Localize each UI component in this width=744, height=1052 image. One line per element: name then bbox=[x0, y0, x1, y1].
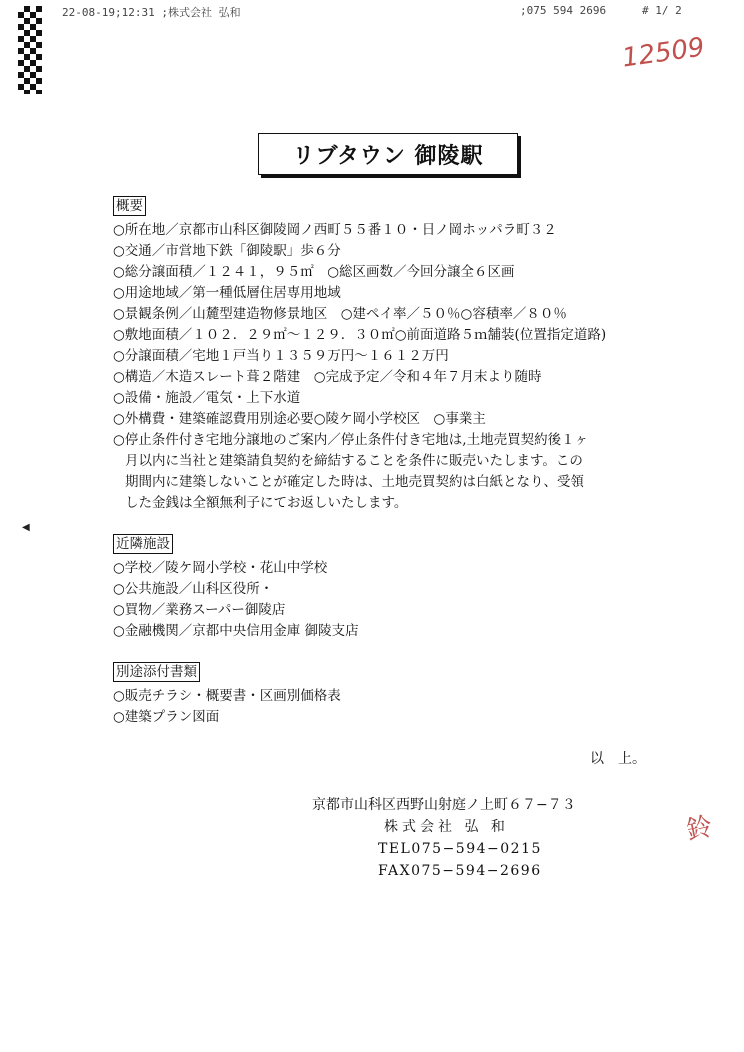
overview-heading: 概要 bbox=[113, 196, 146, 216]
company-address: 京都市山科区西野山射庭ノ上町６７−７３ bbox=[312, 797, 576, 813]
document-title: リブタウン 御陵駅 bbox=[258, 133, 518, 175]
list-item: ○停止条件付き宅地分譲地のご案内／停止条件付き宅地は,土地売買契約後１ヶ bbox=[113, 432, 589, 448]
fax-header bbox=[62, 4, 724, 20]
overview-list bbox=[113, 220, 643, 430]
list-item: ○用途地域／第一種低層住居専用地域 bbox=[113, 285, 341, 301]
list-item: ○敷地面積／１０２．２９㎡〜１２９．３０㎡○前面道路５ｍ舗装(位置指定道路) bbox=[113, 327, 607, 343]
list-item: ○販売チラシ・概要書・区画別価格表 bbox=[113, 688, 341, 704]
conditional-sale-notice bbox=[113, 430, 643, 514]
list-item: ○公共施設／山科区役所・ bbox=[113, 581, 274, 597]
nearby-heading: 近隣施設 bbox=[113, 534, 173, 554]
fax-header-page: # 1/ 2 bbox=[642, 4, 682, 17]
list-item: した金銭は全額無利子にてお返しいたします。 bbox=[125, 495, 408, 511]
list-item: ○学校／陵ケ岡小学校・花山中学校 bbox=[113, 560, 328, 576]
document-body bbox=[113, 196, 643, 728]
attachments-heading: 別途添付書類 bbox=[113, 662, 200, 682]
list-item: ○建築プラン図面 bbox=[113, 709, 220, 725]
fax-header-sender: 22-08-19;12:31 ;株式会社 弘和 bbox=[62, 6, 241, 19]
list-item: ○総分譲面積／１２４１，９５㎡ ○総区画数／今回分譲全６区画 bbox=[113, 264, 515, 280]
list-item: ○外構費・建築確認費用別途必要○陵ケ岡小学校区 ○事業主 bbox=[113, 411, 486, 427]
list-item: ○景観条例／山麓型建造物修景地区 ○建ペイ率／５０％○容積率／８０％ bbox=[113, 306, 567, 322]
list-item: ○構造／木造スレート葺２階建 ○完成予定／令和４年７月末より随時 bbox=[113, 369, 542, 385]
list-item: ○金融機関／京都中央信用金庫 御陵支店 bbox=[113, 623, 359, 639]
list-item: ○設備・施設／電気・上下水道 bbox=[113, 390, 301, 406]
list-item: ○交通／市営地下鉄「御陵駅」歩６分 bbox=[113, 243, 341, 259]
list-item: ○買物／業務スーパー御陵店 bbox=[113, 602, 286, 618]
company-tel: TEL075−594−0215 bbox=[378, 841, 542, 857]
margin-arrow-icon: ◀ bbox=[22, 522, 30, 533]
handwritten-number: 12509 bbox=[620, 32, 707, 74]
list-item: ○所在地／京都市山科区御陵岡ノ西町５５番１０・日ノ岡ホッパラ町３２ bbox=[113, 222, 557, 238]
fax-header-number: ;075 594 2696 bbox=[520, 4, 607, 17]
company-block bbox=[312, 794, 612, 882]
company-name: 株式会社 弘 和 bbox=[384, 819, 509, 835]
handwritten-signature: 鈴 bbox=[683, 811, 716, 847]
nearby-list bbox=[113, 558, 643, 642]
attachments-list bbox=[113, 686, 643, 728]
list-item: 期間内に建築しないことが確定した時は、土地売買契約は白紙となり、受領 bbox=[125, 474, 584, 490]
company-fax: FAX075−594−2696 bbox=[378, 863, 542, 879]
closing-mark: 以 上。 bbox=[590, 751, 646, 767]
list-item: ○分譲面積／宅地１戸当り１３５９万円〜１６１２万円 bbox=[113, 348, 449, 364]
fax-checker-mark bbox=[18, 6, 42, 94]
list-item: 月以内に当社と建築請負契約を締結することを条件に販売いたします。この bbox=[125, 453, 583, 469]
